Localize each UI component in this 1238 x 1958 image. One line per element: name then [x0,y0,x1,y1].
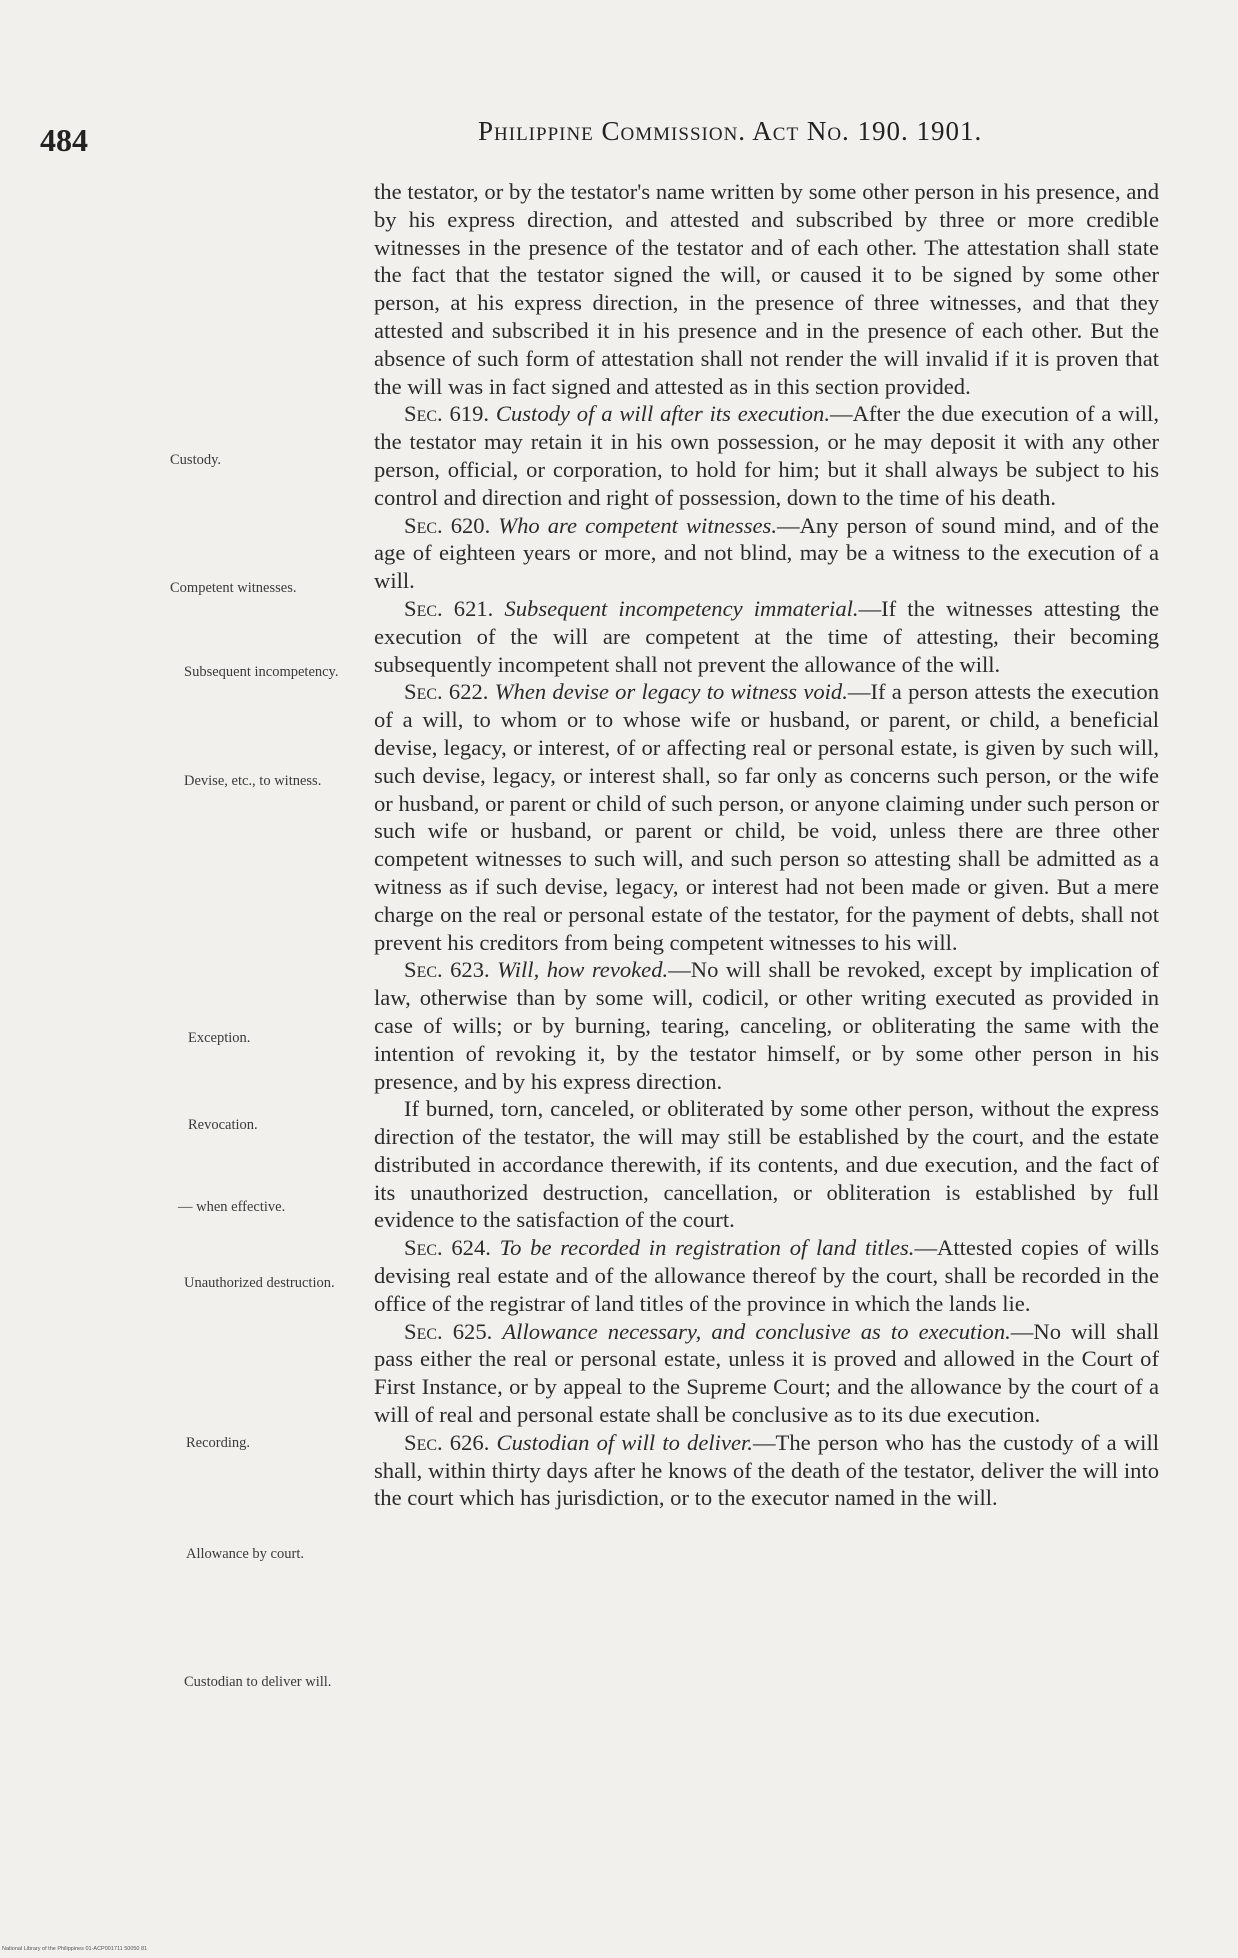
section-number: Sec. 626. [404,1429,490,1455]
section-text: If burned, torn, canceled, or obliterated by some other person, without the express direction of the testator, the will may still be established by the court, and the estate distributed in accordance therewith, if its contents, and due execution, and the fact of its unauthorized destruction, cancellation, or obliteration is established by full evidence to the satisfaction of the court. [374,1096,1159,1233]
section-621 [374,595,1159,678]
section-number: Sec. 620. [404,512,491,538]
margin-note-custody: Custody. [170,452,222,468]
opening-paragraph: the testator, or by the testator's name written by some other person in his presence, and by his express direction, and attested and subscribed by three or more credible witnesses in the presence of the testator and of each other. The attestation shall state the fact that the testator signed the will, or caused it to be signed by some other person, at his express direction, in the presence of three witnesses, and that they attested and subscribed it in his presence and in the presence of each other. But the absence of such form of attestation shall not render the will invalid if it is proven that the will was in fact signed and attested as in this section provided. [374,179,1159,399]
section-text: —After the due execution of a will, the testator may retain it in his own possession, or he may deposit it with any other person, official, or corporation, to hold for him; but it shall always be subject to his control and direction and right of possession, down to the time of his death. [374,401,1159,510]
scan-footer: National Library of the Philippines 01-ACP001711 50050 81 [2,1946,148,1952]
section-text: —No will shall pass either the real or personal estate, unless it is proved and allowed in the Court of First Instance, or by appeal to the Supreme Court; and the allowance by the court of a will of real and personal estate shall be conclusive as to its due execution. [374,1318,1159,1428]
section-number: Sec. 621. [404,595,494,621]
running-head: Philippine Commission. Act No. 190. 1901. [478,116,983,146]
section-text: —If the witnesses attesting the execution of the will are competent at the time of attesting, their becoming subsequently incompetent shall not prevent the allowance of the will. [374,595,1159,677]
body-text [374,178,1159,1512]
section-626 [374,1429,1159,1512]
section-number: Sec. 622. [404,679,489,705]
section-text: —No will shall be revoked, except by implication of law, otherwise than by some will, codicil, or other writing executed as provided in case of wills; or by burning, tearing, canceling, or obliterating the same with the intention of revoking it, by the testator himself, or by some other person in his presence, and by his express direction. [374,957,1160,1094]
section-text: —Any person of sound mind, and of the age of eighteen years or more, and not blind, may be a witness to the execution of a will. [374,512,1159,594]
margin-note-revocation: Revocation. [188,1117,258,1133]
section-text: —If a person attests the execution of a will, to whom or to whose wife or husband, or parent, or child, a beneficial devise, legacy, or interest, of or affecting real or personal estate, is given by such will, such devise, legacy, or interest shall, so far only as concerns such person, or the wife or husband, or parent or child of such person, or anyone claiming under such person or such wife or husband, or parent or child, be void, unless there are three other competent witnesses to such will, and such person so attesting shall be admitted as a witness as if such devise, legacy, or interest had not been made or given. But a mere charge on the real or personal estate of the testator, for the payment of debts, shall not prevent his creditors from being competent witnesses to his will. [374,679,1159,955]
margin-note-devise-to-witness: Devise, etc., to witness. [184,773,322,789]
margin-note-when-effective: — when effective. [178,1199,286,1215]
section-heading: Who are competent witnesses. [498,512,777,538]
section-number: Sec. 624. [404,1235,491,1261]
section-heading: When devise or legacy to witness void. [494,679,848,705]
section-623 [374,956,1159,1095]
section-624 [374,1234,1159,1317]
section-heading: Subsequent incompetency immaterial. [504,595,859,621]
margin-note-allowance-by-court: Allowance by court. [186,1546,304,1562]
margin-note-exception: Exception. [188,1030,251,1046]
margin-note-recording: Recording. [186,1435,251,1451]
section-620 [374,512,1159,595]
section-heading: Custody of a will after its execution. [495,401,830,427]
margin-note-subsequent-incompetency: Subsequent incompetency. [184,664,339,680]
section-heading: Will, how revoked. [497,957,669,983]
margin-note-unauthorized-destruction: Unauthorized destruction. [184,1275,335,1291]
section-number: Sec. 619. [404,401,490,427]
section-heading: To be recorded in registration of land titles. [499,1235,915,1261]
margin-note-custodian-to-deliver: Custodian to deliver will. [184,1674,332,1690]
section-heading: Allowance necessary, and conclusive as to execution. [502,1318,1011,1344]
section-622 [374,678,1159,956]
section-623-continued [374,1095,1159,1234]
margin-note-competent-witnesses: Competent witnesses. [170,580,297,596]
section-625 [374,1318,1159,1429]
section-text: —The person who has the custody of a will shall, within thirty days after he knows of the death of the testator, deliver the will into the court which has jurisdiction, or to the executor named in the will. [374,1429,1159,1511]
section-number: Sec. 623. [404,957,490,983]
section-text: —Attested copies of wills devising real estate and of the allowance thereof by the court, shall be recorded in the office of the registrar of land titles of the province in which the lands lie. [374,1235,1159,1316]
section-heading: Custodian of will to deliver. [496,1429,753,1455]
section-619 [374,400,1159,511]
section-number: Sec. 625. [404,1318,493,1344]
page-number: 484 [40,122,88,158]
